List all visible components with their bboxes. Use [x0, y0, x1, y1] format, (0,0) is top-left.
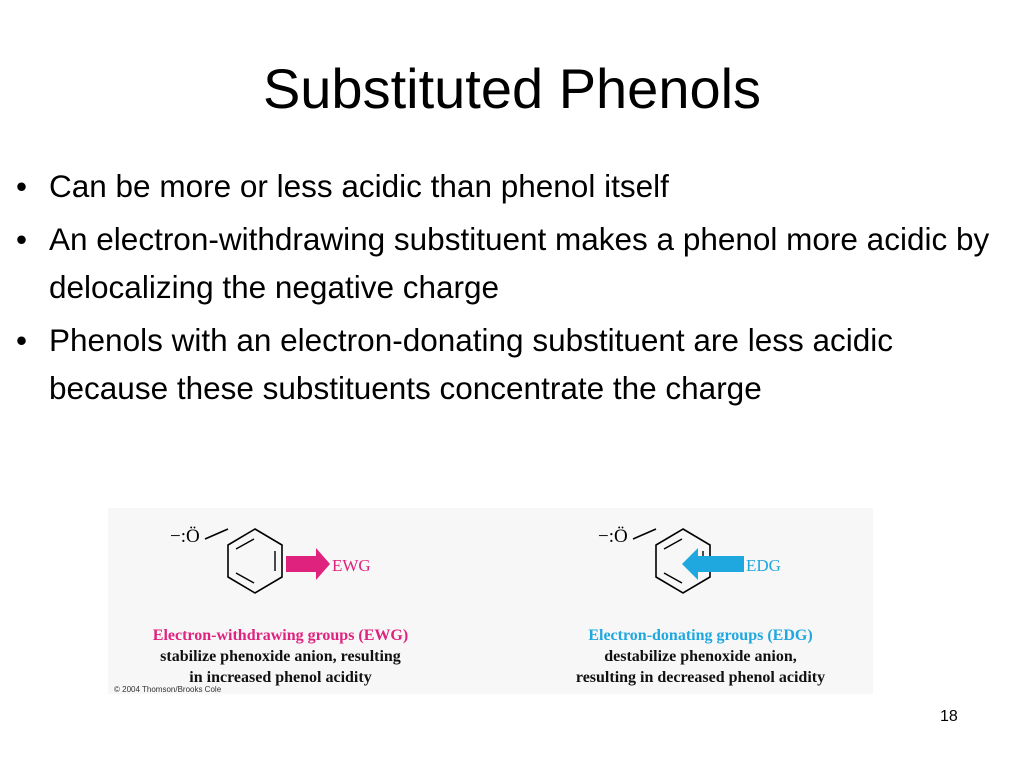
- copyright-notice: © 2004 Thomson/Brooks Cole: [114, 685, 222, 694]
- edg-caption-heading: Electron-donating groups (EDG): [588, 627, 813, 644]
- ewg-caption-line: stabilize phenoxide anion, resulting: [160, 648, 401, 665]
- bullet-item: [16, 162, 1016, 210]
- page-number: 18: [940, 708, 958, 725]
- o-ring-bond: [205, 529, 228, 539]
- ewg-arrow-icon: [286, 548, 330, 580]
- ring-double-bond: [236, 573, 254, 583]
- ring-double-bond: [236, 539, 254, 549]
- ring-double-bond: [664, 573, 682, 583]
- edg-label: EDG: [746, 556, 781, 575]
- slide-title: Substituted Phenols: [262, 57, 762, 120]
- edg-arrow-icon: [682, 548, 744, 580]
- ring-double-bond: [664, 539, 682, 549]
- ewg-label: EWG: [332, 556, 371, 575]
- oxygen-anion-label: −:Ö: [170, 526, 200, 547]
- bullet-marker: •: [16, 322, 28, 358]
- o-ring-bond: [633, 529, 656, 539]
- bullet-text: Phenols with an electron-donating substituent are less acidic because these substituents concentrate the charge: [49, 322, 893, 406]
- edg-caption: [523, 625, 878, 688]
- ewg-caption-line: in increased phenol acidity: [189, 669, 372, 686]
- ewg-structure: [170, 526, 371, 593]
- ewg-caption: [108, 625, 453, 688]
- bullet-marker: •: [16, 168, 28, 204]
- oxygen-anion-label: −:Ö: [598, 526, 628, 547]
- bullet-text: An electron-withdrawing substituent makes a phenol more acidic by delocalizing the negative charge: [49, 221, 990, 305]
- bullet-list: [16, 162, 1016, 417]
- bullet-item: [16, 215, 1016, 311]
- bullet-item: [16, 316, 1016, 412]
- bullet-marker: •: [16, 221, 28, 257]
- edg-caption-line: destabilize phenoxide anion,: [604, 648, 797, 665]
- benzene-ring-icon: [228, 529, 282, 593]
- phenol-substituent-figure: [108, 508, 873, 694]
- edg-structure: [598, 526, 781, 593]
- bullet-text: Can be more or less acidic than phenol itself: [49, 168, 669, 204]
- edg-caption-line: resulting in decreased phenol acidity: [575, 669, 826, 686]
- ewg-caption-heading: Electron-withdrawing groups (EWG): [152, 627, 409, 644]
